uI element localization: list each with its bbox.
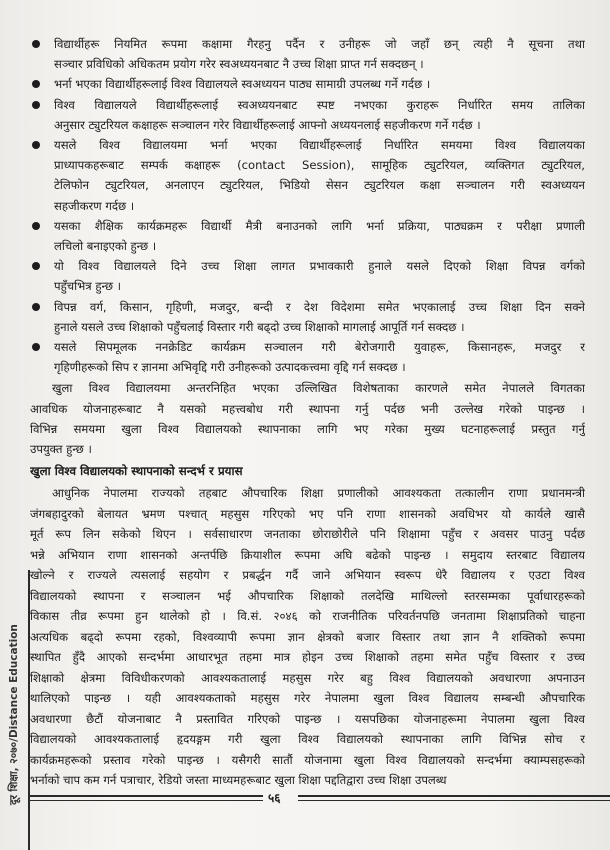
bullet-item <box>30 95 585 135</box>
text-line: सञ्चार प्रविधिको अधिकतम प्रयोग गरेर स्वअध्ययनबाट नै उच्च शिक्षा प्राप्त गर्न सक्दछन् । <box>54 57 424 72</box>
text-line: गृहिणीहरूको सिप र ज्ञानमा अभिवृद्दि गरी उनीहरूको उत्पादकत्त्वमा वृद्दि गर्न सक्दछ । <box>54 360 406 375</box>
text-line: भर्नाको चाप कम गर्न पत्राचार, रेडियो जस्ता माध्यमहरूबाट खुला शिक्षा पद्दतिद्वारा उच्च शिक्षा उपलब्ध <box>30 773 447 787</box>
footer-rule-right-thin <box>298 800 610 801</box>
section-heading: खुला विश्व विद्यालयको स्थापनाको सन्दर्भ र प्रयास <box>30 464 243 478</box>
bullet-item <box>30 297 585 337</box>
text-line: अनुसार ट्युटरियल कक्षाहरू सञ्चालन गरेर विद्यार्थीहरूलाई आफ्नो अध्ययनलाई सहजीकरण गर्ने गर्दछ । <box>54 117 481 132</box>
side-running-label: दूर शिक्षा, २०७०/Distance Education <box>8 624 20 805</box>
text-line: आधुनिक नेपालमा राज्यको तहबाट औपचारिक शिक्षा प्रणालीको आवश्यकता तत्कालीन राणा प्रधानमन्त्री <box>52 486 585 500</box>
text-line: भर्ना भएका विद्यार्थीहरूलाई विश्व विद्यालयले स्वअध्ययन पाठ्य सामाग्री उपलब्ध गर्ने गर्दछ । <box>54 77 431 92</box>
text-line: आवधिक योजनाहरूबाट नै यसको महत्त्वबोध गरी स्थापना गर्नु पर्दछ भनी उल्लेख गरेको पाइन्छ । <box>30 401 585 416</box>
text-line: उपयुक्त हुन्छ । <box>30 441 92 456</box>
bullet-icon <box>32 222 40 230</box>
text-line: थालिएको पाइन्छ । यही आवश्यकताको महसुस गरेर नेपालमा खुला विश्व विद्यालय सम्बन्धी औपचारिक <box>30 691 585 705</box>
text-line: यो विश्व विद्यालयले दिने उच्च शिक्षा लागत प्रभावकारी हुनाले यसले दिएको शिक्षा विपन्न वर्गको <box>54 259 585 274</box>
text-line: विद्यालयको स्थापना र सञ्चालन भई औपचारिक शिक्षाको तलदेखि माथिल्लो स्तरसम्मका पूर्वाधारहरूको <box>30 588 585 603</box>
text-line: विद्यालयको आवश्यकतालाई हृदयङ्गम गरी खुला विश्व विद्यालयको स्थापनाका लागि विभिन्न सोच र <box>30 732 585 746</box>
text-line: विकास तीव्र रूपमा हुन थालेको हो । वि.सं. २०४६ को राजनीतिक परिवर्तनपछि जनतामा शिक्षाप्रतिको चाहना <box>30 609 585 623</box>
text-line: खोल्ने र राज्यले त्यसलाई सहयोग र प्रबर्द्धन गर्दै जाने अभियान स्वरूप धेरै विद्यालय र एउटा विश्व <box>30 568 585 582</box>
footer-rule-right <box>298 795 610 797</box>
text-line: विभिन्न समयमा खुला विश्व विद्यालयको स्थापनाका लागि भए गरेका मुख्य घटनाहरूलाई प्रस्तुत गर्नु <box>30 421 585 436</box>
text-line: हुनाले यसले उच्च शिक्षाको पहुँचलाई विस्तार गरी बढ्दो उच्च शिक्षाको मागलाई आपूर्ति गर्न सक्दछ । <box>54 319 465 334</box>
bullet-item <box>30 74 585 94</box>
text-line: अत्यधिक बढ्दो रूपमा रहको, विश्वव्यापी रूपमा ज्ञान क्षेत्रको बजार विस्तार तथा ज्ञान नै शक्तिको रूपमा <box>30 629 585 644</box>
paragraph-intro <box>30 378 585 459</box>
text-line: जंगबहादुरको बेलायत भ्रमण पश्चात् महसुस गरिएको भए पनि राणा शासनको अवधिभर यो कार्यले खासै <box>30 506 585 521</box>
bullet-icon <box>32 40 40 48</box>
text-line: यसले सिपमूलक ननक्रेडिट कार्यक्रम सञ्चालन गरी बेरोजगारी युवाहरू, किसानहरू, मजदुर र <box>54 340 585 354</box>
footer-rule-left <box>28 795 263 797</box>
text-line: खुला विश्व विद्यालयमा अन्तरनिहित भएका उल्लिखित विशेषताका कारणले समेत नेपालले विगतका <box>52 381 585 396</box>
text-line: यसले विश्व विद्यालयमा भर्ना भएका विद्यार्थीहरूलाई निर्धारित समयमा विश्व विद्यालयका <box>54 138 585 152</box>
text-line: पहुँचभित्र हुन्छ । <box>54 279 122 294</box>
text-line: कार्यक्रमहरूको प्रस्ताव गरेको पाइन्छ । यसैगरी सातौं योजनामा खुला विश्व विद्यालयको सन्दर्भमा क्याम्पसहरूको <box>30 752 585 767</box>
text-line: लचिलो बनाइएको हुन्छ । <box>54 238 157 253</box>
bullet-icon <box>32 343 40 351</box>
text-line: विश्व विद्यालयले विद्यार्थीहरूलाई स्वअध्ययनबाट स्पष्ट नभएका कुराहरू निर्धारित समय तालिका <box>54 97 585 112</box>
bullet-item <box>30 256 585 296</box>
bullet-icon <box>32 141 40 149</box>
text-line: टेलिफोन ट्युटरियल, अनलाएन ट्युटरियल, भिडियो सेसन ट्युटरियल कक्षा सञ्चालन गरी स्वअध्ययन <box>54 178 585 193</box>
footer-rule-left-thin <box>28 800 263 801</box>
bullet-item <box>30 216 585 256</box>
paragraph-history <box>30 483 585 791</box>
text-line: विद्यार्थीहरू नियमित रूपमा कक्षामा गैरहनु पर्दैन र उनीहरू जो जहाँ छन् त्यही नै सूचना तथा <box>54 37 585 51</box>
text-line: स्थापित हुँदै आएको सन्दर्भमा आधारभूत तहमा मात्र होइन उच्च शिक्षाको तहमा समेत पहुँच विस्तार र उच्च <box>30 650 585 664</box>
text-line: भन्ने अभियान राणा शासनको अन्तर्पछि क्रियाशील रूपमा अघि बढेको पाइन्छ । समुदाय स्तरबाट विद्यालय <box>30 547 585 562</box>
section-heading-wrap <box>30 461 585 482</box>
bullet-item <box>30 34 585 74</box>
bullet-icon <box>32 303 40 311</box>
text-line: सहजीकरण गर्दछ । <box>54 198 135 213</box>
page-number: ५६ <box>268 791 281 805</box>
bullet-icon <box>32 101 40 109</box>
text-line: प्राध्यापकहरूबाट सम्पर्क कक्षाहरू (contact Session), सामूहिक ट्युटरियल, व्यक्तिगत ट्युटरियल, <box>54 158 585 173</box>
bullet-item <box>30 337 585 377</box>
text-line: विपन्न वर्ग, किसान, गृहिणी, मजदुर, बन्दी र देश विदेशमा समेत भएकालाई उच्च शिक्षा दिन सक्ने <box>54 299 585 314</box>
margin-bar <box>28 570 30 850</box>
text-line: मूर्त रूप लिन सकेको थिएन । सर्वसाधारण जनताका छोराछोरीले पनि शिक्षामा पहुँच र अवसर पाउनु पर्दछ <box>30 527 585 541</box>
text-line: यसका शैक्षिक कार्यक्रमहरू विद्यार्थी मैत्री बनाउनको लागि भर्ना प्रक्रिया, पाठ्यक्रम र परीक्षा प्रणाली <box>54 218 585 233</box>
text-line: अवधारणा छैटौं योजनाबाट नै प्रस्तावित गरिएको पाइन्छ । यसपछिका योजनाहरूमा नेपालमा खुला विश्व <box>30 711 585 726</box>
text-line: शिक्षाको क्षेत्रमा विविधीकरणको आवश्यकतालाई महसुस गरेर बहु विश्व विद्यालयको अवधारणा अपनाउन <box>30 670 585 685</box>
bullet-item <box>30 135 585 216</box>
